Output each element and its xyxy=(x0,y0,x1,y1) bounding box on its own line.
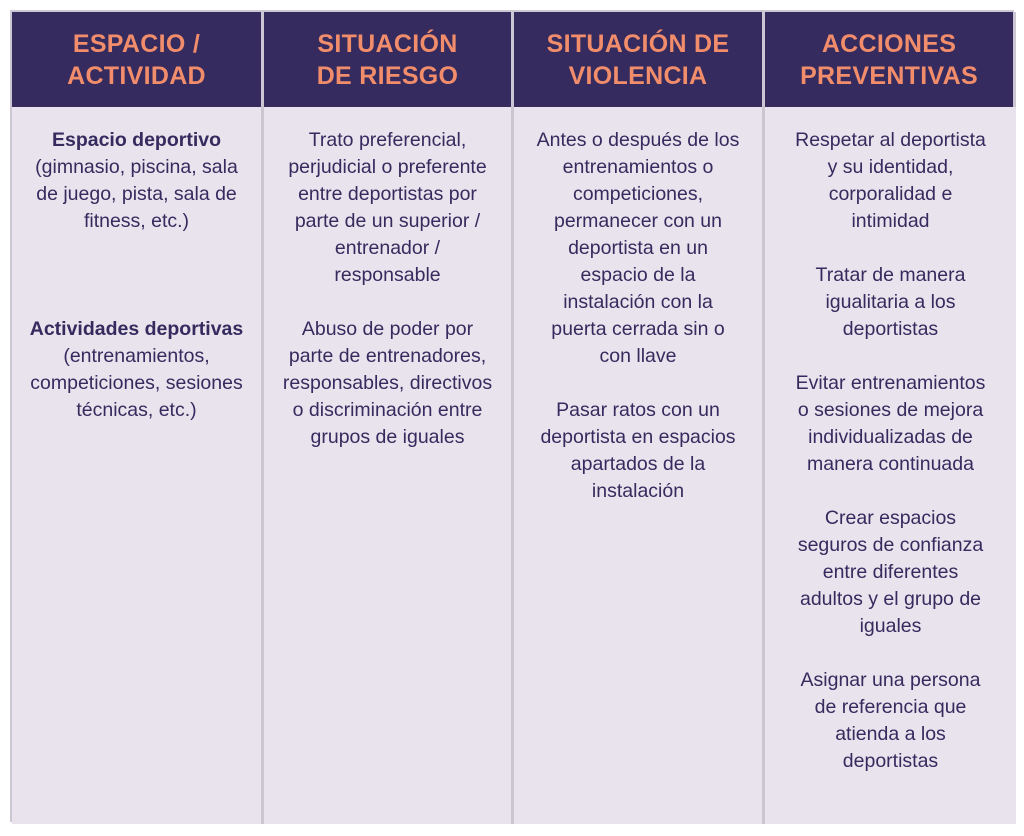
accion-item: Asignar una persona de referencia que atienda a los deportistas xyxy=(800,669,981,772)
accion-item: Respetar al deportista y su identidad, corporalidad e intimidad xyxy=(795,129,986,232)
violencia-item: Pasar ratos con un deportista en espacios apartados de la instalación xyxy=(540,399,736,502)
actividades-deportivas-title: Actividades deportivas xyxy=(29,318,244,340)
accion-item: Tratar de manera igualitaria a los deportistas xyxy=(815,264,966,340)
header-situacion-riesgo: SITUACIÓN DE RIESGO xyxy=(264,12,514,107)
cell-acciones-preventivas xyxy=(765,107,1016,824)
header-acciones-preventivas: ACCIONES PREVENTIVAS xyxy=(765,12,1016,107)
header-espacio-actividad: ESPACIO / ACTIVIDAD xyxy=(12,12,264,107)
cell-situacion-riesgo xyxy=(264,107,514,824)
header-situacion-violencia: SITUACIÓN DE VIOLENCIA xyxy=(514,12,765,107)
actividades-deportivas-entry xyxy=(18,316,255,424)
espacio-deportivo-title: Espacio deportivo xyxy=(51,129,222,151)
riesgo-item: Abuso de poder por parte de entrenadores, responsables, directivos o discriminación entre grupos de iguales xyxy=(282,318,493,448)
actividades-deportivas-text: (entrenamientos, competiciones, sesiones técnicas, etc.) xyxy=(30,345,243,421)
prevention-table xyxy=(10,10,1014,822)
riesgo-item: Trato preferencial, perjudicial o preferente entre deportistas por parte de un superior / entrenador / responsable xyxy=(288,129,487,286)
espacio-deportivo-text: (gimnasio, piscina, sala de juego, pista, sala de fitness, etc.) xyxy=(35,156,238,232)
espacio-deportivo-entry xyxy=(18,127,255,235)
violencia-item: Antes o después de los entrenamientos o competiciones, permanecer con un deportista en un espacio de la instalación con la puerta cerrada sin o con llave xyxy=(536,129,740,367)
accion-item: Evitar entrenamientos o sesiones de mejora individualizadas de manera continuada xyxy=(795,372,986,475)
accion-item: Crear espacios seguros de confianza entre diferentes adultos y el grupo de iguales xyxy=(797,507,984,637)
cell-espacio-actividad xyxy=(12,107,264,824)
cell-situacion-violencia xyxy=(514,107,765,824)
